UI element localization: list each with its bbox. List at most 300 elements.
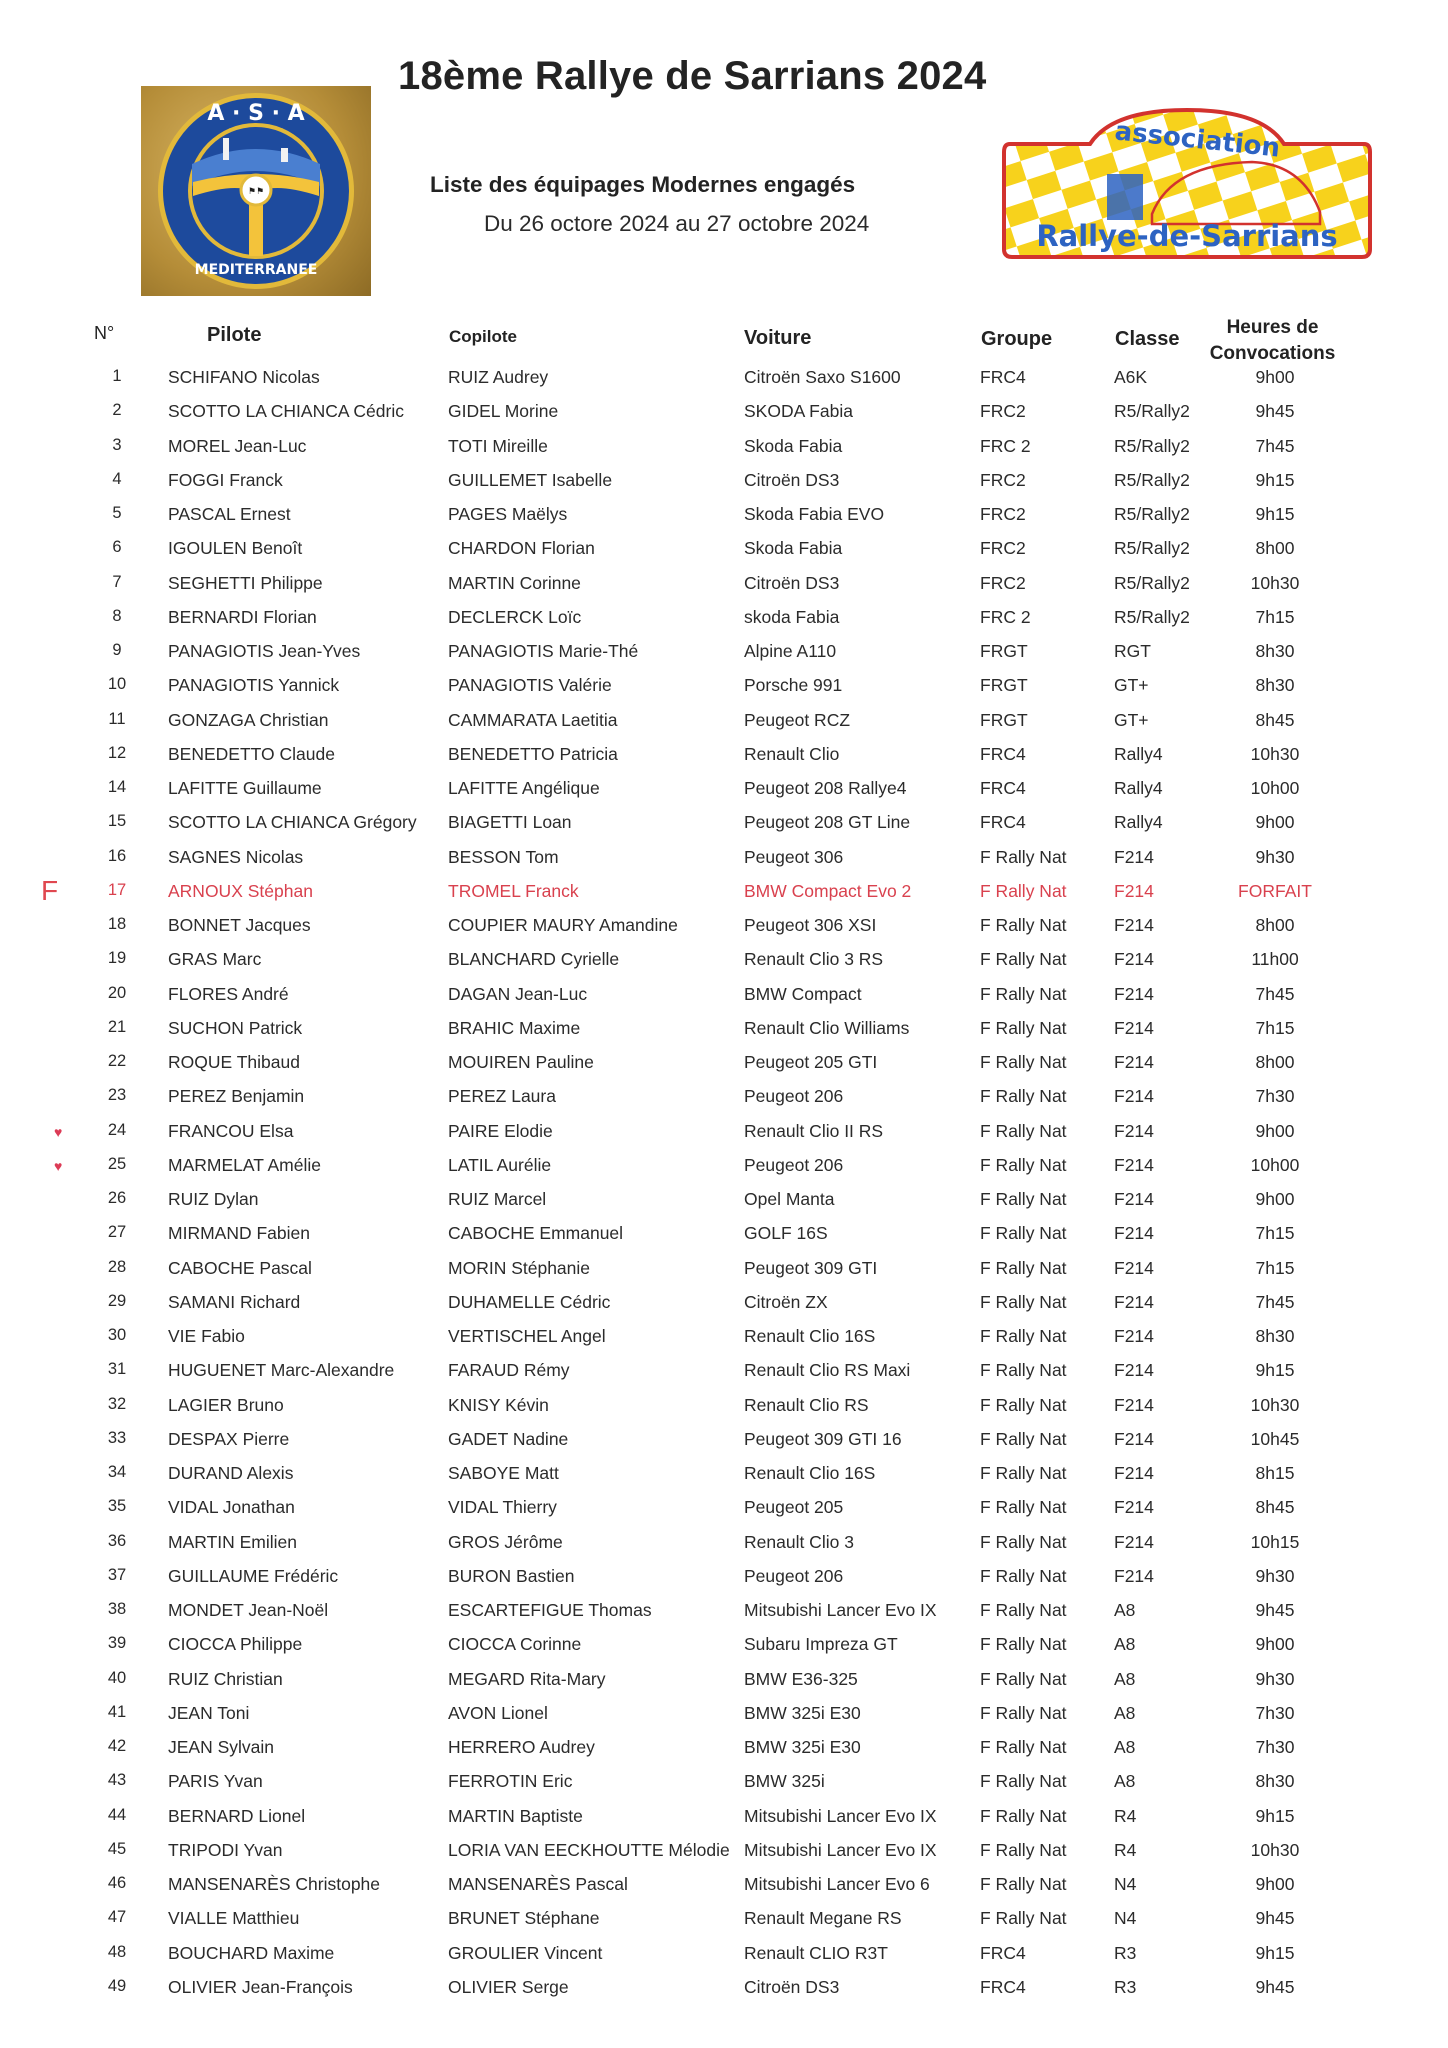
crew-number: 27 [107,1223,127,1242]
car-model: Peugeot 309 GTI [744,1257,878,1278]
table-row [0,1014,1448,1048]
svg-text:⚑⚑: ⚑⚑ [247,187,265,197]
class: F214 [1114,983,1154,1004]
table-row [0,500,1448,534]
car-model: Peugeot 205 [744,1497,844,1518]
pilote-name: LAGIER Bruno [168,1394,284,1415]
copilote-name: MARTIN Baptiste [448,1805,583,1826]
car-model: Renault Clio 3 RS [744,949,884,970]
copilote-name: BRUNET Stéphane [448,1908,600,1929]
car-model: BMW Compact Evo 2 [744,880,912,901]
heart-icon: ♥ [54,1123,63,1140]
group: F Rally Nat [980,1531,1067,1552]
group: FRC4 [980,1976,1026,1997]
crew-number: 30 [107,1326,127,1344]
car-model: Renault Clio II RS [744,1120,884,1141]
table-row [0,637,1448,671]
copilote-name: BESSON Tom [448,846,559,867]
copilote-name: BLANCHARD Cyrielle [448,949,620,970]
class: Rally4 [1114,778,1163,798]
copilote-name: HERRERO Audrey [448,1737,595,1757]
pilote-name: PANAGIOTIS Jean-Yves [168,641,361,661]
crew-number: 33 [107,1428,127,1447]
copilote-name: VERTISCHEL Angel [448,1326,606,1346]
crew-number: 8 [112,606,122,625]
pilote-name: MIRMAND Fabien [168,1223,310,1244]
pilote-name: BONNET Jacques [168,915,311,935]
copilote-name: LORIA VAN EECKHOUTTE Mélodie [448,1839,730,1860]
group: F Rally Nat [980,915,1067,935]
convocation-time: 7h45 [1255,435,1295,456]
copilote-name: FARAUD Rémy [448,1360,570,1381]
table-row [0,1939,1448,1973]
car-model: BMW 325i E30 [744,1737,861,1757]
table-row [0,1973,1448,2007]
class: RGT [1114,641,1151,661]
copilote-name: KNISY Kévin [448,1394,549,1415]
table-row [0,1048,1448,1082]
pilote-name: ROQUE Thibaud [168,1052,300,1072]
convocation-time: FORFAIT [1238,880,1312,901]
table-row [0,569,1448,603]
car-model: Skoda Fabia EVO [744,504,885,524]
car-model: Citroën ZX [744,1291,828,1312]
convocation-time: 10h30 [1250,1839,1300,1860]
table-row [0,740,1448,774]
convocation-time: 8h30 [1255,1771,1295,1792]
car-model: Alpine A110 [744,641,837,661]
group: F Rally Nat [980,1908,1067,1929]
convocation-time: 7h15 [1255,606,1295,627]
table-row [0,1493,1448,1527]
group: FRC4 [980,743,1026,764]
car-model: SKODA Fabia [744,401,853,422]
table-row [0,1219,1448,1253]
convocation-time: 9h15 [1255,504,1295,524]
convocation-time: 9h00 [1255,367,1295,387]
convocation-time: 8h30 [1255,675,1295,696]
class: R5/Rally2 [1114,572,1190,593]
group: FRGT [980,709,1028,730]
copilote-name: PAGES Maëlys [448,504,568,524]
class: GT+ [1114,709,1149,730]
column-header-groupe: Groupe [981,328,1053,350]
car-model: Peugeot 309 GTI 16 [744,1428,902,1449]
pilote-name: SEGHETTI Philippe [168,572,323,593]
group: F Rally Nat [980,1839,1067,1860]
rallye-de-sarrians-logo [1002,104,1372,264]
copilote-name: BURON Bastien [448,1565,575,1586]
pilote-name: OLIVIER Jean-François [168,1976,353,1997]
copilote-name: GADET Nadine [448,1428,569,1449]
copilote-name: LAFITTE Angélique [448,778,600,798]
crew-number: 12 [107,743,127,762]
class: F214 [1114,915,1154,935]
table-row [0,1117,1448,1151]
copilote-name: BRAHIC Maxime [448,1017,581,1038]
crew-number: 3 [112,435,122,454]
group: F Rally Nat [980,1874,1067,1894]
car-model: Renault Clio 16S [744,1326,876,1346]
group: F Rally Nat [980,1360,1067,1381]
pilote-name: RUIZ Christian [168,1668,283,1689]
crew-number: 2 [112,401,122,420]
crew-number: 31 [107,1360,127,1379]
convocation-time: 8h30 [1255,641,1295,661]
group: FRC2 [980,572,1026,593]
copilote-name: PANAGIOTIS Marie-Thé [448,641,639,661]
convocation-time: 9h45 [1255,401,1295,422]
pilote-name: GRAS Marc [168,949,262,970]
table-row [0,1425,1448,1459]
car-model: Peugeot 208 Rallye4 [744,778,907,798]
car-model: Porsche 991 [744,675,843,696]
car-model: Renault Clio 16S [744,1463,876,1483]
crew-number: 1 [112,367,122,385]
heures-line-2: Convocations [1209,343,1336,364]
class: Rally4 [1114,812,1163,833]
convocation-time: 9h15 [1255,1360,1295,1381]
table-row [0,843,1448,877]
car-model: Renault Clio RS Maxi [744,1360,911,1381]
class: F214 [1114,1017,1154,1038]
crew-number: 14 [107,778,127,796]
table-row [0,808,1448,842]
pilote-name: VIALLE Matthieu [168,1908,300,1929]
convocation-time: 7h15 [1255,1017,1295,1038]
rally-plate-icon [1002,104,1372,264]
class: GT+ [1114,675,1149,696]
car-model: Peugeot 206 [744,1086,844,1107]
crew-number: 15 [107,812,127,831]
class: Rally4 [1114,743,1163,764]
class: A8 [1114,1702,1136,1723]
class: F214 [1114,1531,1154,1552]
copilote-name: TROMEL Franck [448,880,579,901]
pilote-name: MARTIN Emilien [168,1531,298,1552]
group: FRGT [980,641,1028,661]
group: FRC2 [980,504,1026,524]
group: F Rally Nat [980,1428,1067,1449]
convocation-time: 10h45 [1250,1428,1300,1449]
table-row [0,534,1448,568]
table-row [0,1562,1448,1596]
class: F214 [1114,1428,1154,1449]
table-row [0,1630,1448,1664]
car-model: Renault Clio RS [744,1394,869,1415]
convocation-time: 8h45 [1255,1497,1295,1518]
pilote-name: JEAN Sylvain [168,1737,275,1757]
convocation-time: 7h30 [1255,1086,1295,1107]
copilote-name: GIDEL Morine [448,401,559,422]
copilote-name: GROS Jérôme [448,1531,563,1552]
copilote-name: PANAGIOTIS Valérie [448,675,612,696]
pilote-name: MARMELAT Amélie [168,1154,322,1175]
column-header-heures-convocations [1200,315,1345,367]
group: FRC 2 [980,435,1031,456]
convocation-time: 8h00 [1255,915,1295,935]
car-model: Mitsubishi Lancer Evo IX [744,1839,937,1860]
column-header-number: N° [94,323,115,343]
pilote-name: JEAN Toni [168,1702,250,1723]
copilote-name: MOUIREN Pauline [448,1052,594,1072]
group: F Rally Nat [980,983,1067,1004]
copilote-name: GROULIER Vincent [448,1942,603,1963]
car-model: Renault Megane RS [744,1908,902,1929]
copilote-name: BIAGETTI Loan [448,812,572,833]
copilote-name: MORIN Stéphanie [448,1257,591,1278]
class: A8 [1114,1668,1136,1689]
group: F Rally Nat [980,1771,1067,1792]
pilote-name: MOREL Jean-Luc [168,435,307,456]
car-model: Mitsubishi Lancer Evo IX [744,1600,937,1620]
pilote-name: ARNOUX Stéphan [168,880,313,901]
table-row [0,1836,1448,1870]
table-row [0,1254,1448,1288]
pilote-name: MONDET Jean-Noël [168,1600,329,1620]
table-row [0,1185,1448,1219]
table-row [0,1528,1448,1562]
pilote-name: FLORES André [168,983,289,1004]
group: F Rally Nat [980,1189,1067,1209]
car-model: Renault Clio [744,743,840,764]
class: R5/Rally2 [1114,538,1190,559]
table-row [0,706,1448,740]
steering-wheel-emblem-icon [141,86,371,296]
crew-list [0,363,1448,2007]
class: F214 [1114,1291,1154,1312]
crew-number: 6 [112,538,122,557]
pilote-name: DURAND Alexis [168,1463,294,1483]
group: F Rally Nat [980,1052,1067,1072]
class: A8 [1114,1737,1136,1757]
table-row [0,1596,1448,1630]
copilote-name: MANSENARÈS Pascal [448,1874,628,1894]
car-model: Peugeot 206 [744,1154,844,1175]
crew-number: 35 [107,1497,127,1516]
convocation-time: 9h15 [1255,1942,1295,1963]
pilote-name: TRIPODI Yvan [168,1839,283,1860]
convocation-time: 9h00 [1255,1874,1295,1894]
crew-number: 45 [107,1839,127,1858]
convocation-time: 7h45 [1255,983,1295,1004]
copilote-name: ESCARTEFIGUE Thomas [448,1600,652,1620]
document-subtitle: Liste des équipages Modernes engagés [430,172,856,197]
group: F Rally Nat [980,1291,1067,1312]
convocation-time: 8h45 [1255,709,1295,730]
group: F Rally Nat [980,1600,1067,1620]
event-dates: Du 26 octore 2024 au 27 octobre 2024 [484,211,870,236]
group: FRC 2 [980,606,1031,627]
convocation-time: 11h00 [1251,949,1299,970]
copilote-name: PAIRE Elodie [448,1120,553,1141]
convocation-time: 10h00 [1250,1154,1300,1175]
pilote-name: GUILLAUME Frédéric [168,1565,339,1586]
car-model: Renault Clio Williams [744,1017,910,1038]
table-row [0,1391,1448,1425]
convocation-time: 10h30 [1250,572,1300,593]
crew-number: 16 [107,846,127,865]
convocation-time: 7h30 [1255,1702,1295,1723]
column-header-classe: Classe [1115,328,1180,350]
car-model: Citroën DS3 [744,572,840,593]
table-row [0,1288,1448,1322]
pilote-name: FRANCOU Elsa [168,1120,294,1141]
table-row-forfait [0,874,1448,911]
group: F Rally Nat [980,1634,1067,1655]
copilote-name: LATIL Aurélie [448,1154,552,1175]
copilote-name: CIOCCA Corinne [448,1634,582,1655]
pilote-name: SCOTTO LA CHIANCA Cédric [168,401,404,422]
convocation-time: 10h15 [1250,1531,1300,1552]
table-row [0,980,1448,1014]
convocation-time: 7h15 [1255,1223,1295,1244]
svg-text:A · S · A: A · S · A [207,101,305,126]
car-model: Mitsubishi Lancer Evo 6 [744,1874,930,1894]
convocation-time: 9h15 [1255,1805,1295,1826]
car-model: Renault Clio 3 [744,1531,854,1552]
copilote-name: RUIZ Audrey [448,367,549,387]
copilote-name: SABOYE Matt [448,1463,559,1483]
group: F Rally Nat [980,1223,1067,1244]
copilote-name: CAMMARATA Laetitia [448,709,618,730]
class: F214 [1114,1394,1154,1415]
heures-line-1: Heures de [1226,317,1319,338]
car-model: Skoda Fabia [744,538,843,559]
car-model: Peugeot 306 [744,846,844,867]
class: F214 [1114,1189,1154,1209]
group: F Rally Nat [980,1120,1067,1141]
crew-number: 10 [107,675,127,694]
convocation-time: 9h00 [1255,812,1295,833]
convocation-time: 10h30 [1250,743,1300,764]
class: F214 [1114,1154,1154,1175]
crew-number: 38 [107,1600,127,1618]
group: FRC4 [980,1942,1026,1963]
copilote-name: DECLERCK Loïc [448,606,582,627]
column-header-voiture: Voiture [744,327,812,349]
copilote-name: AVON Lionel [448,1702,548,1723]
table-row [0,945,1448,979]
class: R5/Rally2 [1114,469,1190,490]
pilote-name: PANAGIOTIS Yannick [168,675,340,696]
table-row [0,397,1448,431]
convocation-time: 8h00 [1255,1052,1295,1072]
class: F214 [1114,949,1154,970]
table-row [0,1733,1448,1767]
group: F Rally Nat [980,1463,1067,1483]
crew-number: 37 [107,1565,127,1584]
convocation-time: 9h45 [1255,1976,1295,1997]
group: FRC2 [980,538,1026,559]
document-title: 18ème Rallye de Sarrians 2024 [398,54,987,98]
car-model: skoda Fabia [744,606,840,627]
crew-number: 40 [107,1668,127,1687]
group: F Rally Nat [980,1668,1067,1689]
convocation-time: 9h30 [1255,1565,1295,1586]
car-model: Skoda Fabia [744,435,843,456]
crew-number: 4 [112,469,122,488]
copilote-name: COUPIER MAURY Amandine [448,915,678,935]
pilote-name: IGOULEN Benoît [168,538,303,559]
column-header-pilote: Pilote [207,324,262,346]
class: N4 [1114,1908,1137,1929]
table-row [0,774,1448,808]
table-row [0,1322,1448,1356]
copilote-name: MEGARD Rita-Mary [448,1668,606,1689]
convocation-time: 9h45 [1255,1908,1295,1929]
pilote-name: RUIZ Dylan [168,1189,259,1209]
convocation-time: 8h15 [1255,1463,1295,1483]
pilote-name: HUGUENET Marc-Alexandre [168,1360,395,1381]
convocation-time: 7h45 [1255,1291,1295,1312]
car-model: Mitsubishi Lancer Evo IX [744,1805,937,1826]
crew-number: 42 [107,1737,127,1755]
table-row [0,1151,1448,1185]
car-model: BMW 325i [744,1771,825,1792]
table-row [0,1356,1448,1390]
copilote-name: TOTI Mireille [448,435,548,456]
class: F214 [1114,1086,1154,1107]
class: F214 [1114,1497,1154,1518]
table-row [0,1870,1448,1904]
svg-text:Rallye-de-Sarrians: Rallye-de-Sarrians [1036,219,1338,253]
group: F Rally Nat [980,949,1067,970]
column-header-copilote: Copilote [449,327,517,346]
car-model: BMW E36-325 [744,1668,858,1689]
group: F Rally Nat [980,880,1067,901]
copilote-name: FERROTIN Eric [448,1771,573,1792]
group: FRC4 [980,812,1026,833]
crew-number: 23 [107,1086,127,1105]
group: F Rally Nat [980,1497,1067,1518]
car-model: Renault CLIO R3T [744,1942,888,1963]
convocation-time: 7h15 [1255,1257,1295,1278]
class: R5/Rally2 [1114,504,1190,524]
group: F Rally Nat [980,1565,1067,1586]
group: FRC4 [980,778,1026,798]
pilote-name: VIDAL Jonathan [168,1497,295,1518]
class: F214 [1114,1052,1154,1072]
pilote-name: SUCHON Patrick [168,1017,303,1038]
car-model: Citroën Saxo S1600 [744,367,901,387]
pilote-name: CABOCHE Pascal [168,1257,312,1278]
convocation-time: 10h30 [1250,1394,1300,1415]
convocation-time: 9h00 [1255,1634,1295,1655]
pilote-name: LAFITTE Guillaume [168,778,322,798]
crew-number: 48 [107,1942,127,1961]
table-row [0,1082,1448,1116]
car-model: Subaru Impreza GT [744,1634,898,1655]
group: FRGT [980,675,1028,696]
crew-number: 47 [107,1908,127,1927]
crew-number: 24 [107,1120,127,1139]
convocation-time: 9h30 [1255,1668,1295,1689]
crew-number: 46 [107,1874,127,1892]
copilote-name: BENEDETTO Patricia [448,743,618,764]
car-model: Peugeot RCZ [744,709,851,730]
crew-number: 34 [107,1463,127,1481]
class: R4 [1114,1805,1137,1826]
crew-number: 18 [107,915,127,933]
class: F214 [1114,1360,1154,1381]
class: R5/Rally2 [1114,401,1190,422]
crew-number: 17 [107,880,127,899]
pilote-name: PARIS Yvan [168,1771,263,1792]
table-row [0,1665,1448,1699]
crew-number: 39 [107,1634,127,1653]
table-row [0,1767,1448,1801]
